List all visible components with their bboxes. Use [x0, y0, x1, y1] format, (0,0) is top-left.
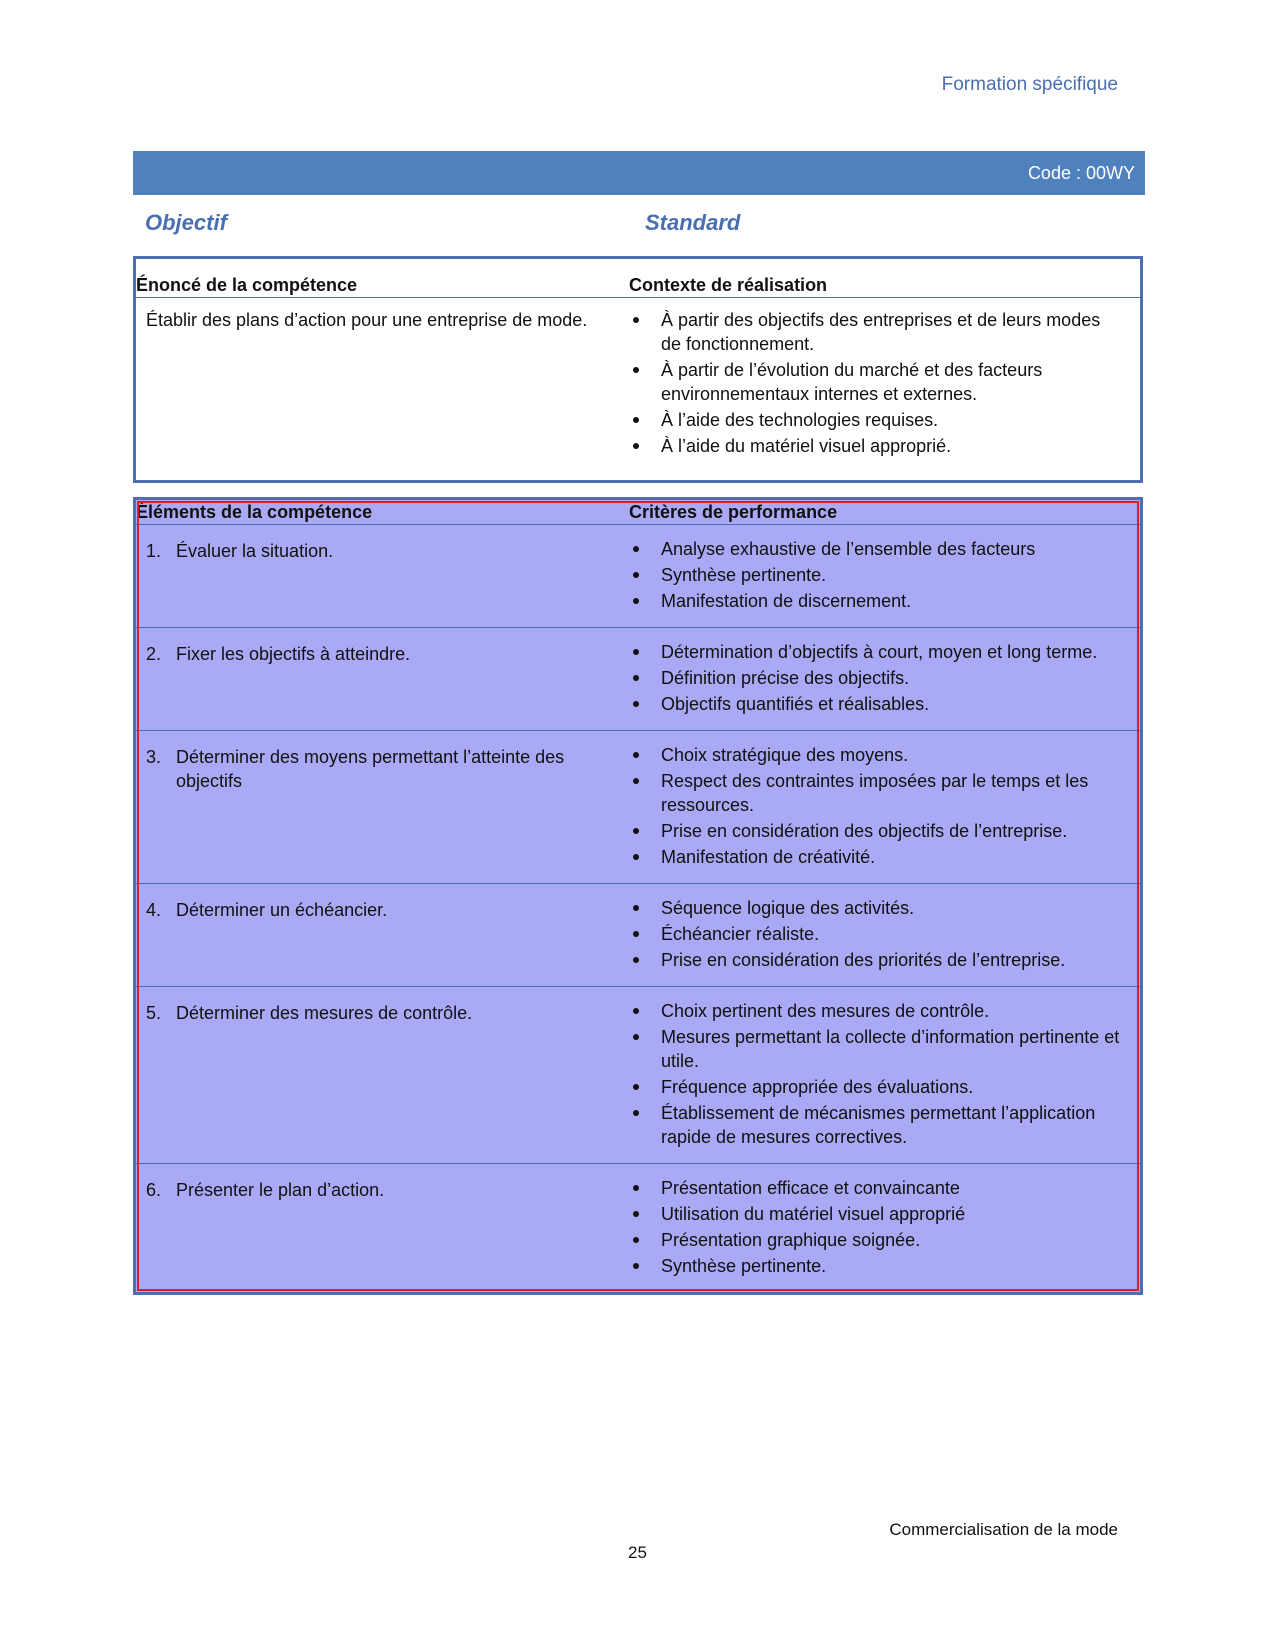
list-item: À l’aide des technologies requises. — [629, 408, 1120, 432]
competence-table — [133, 256, 1143, 483]
element-number: 1. — [146, 541, 162, 561]
element-text: Déterminer des moyens permettant l’atteinte des objectifs — [176, 747, 565, 791]
list-item: Définition précise des objectifs. — [629, 666, 1120, 690]
element-number: 3. — [146, 747, 162, 767]
list-item: Utilisation du matériel visuel approprié — [629, 1202, 1120, 1226]
list-item: Établissement de mécanismes permettant l’application rapide de mesures correctives. — [629, 1101, 1120, 1149]
context-header: Contexte de réalisation — [629, 258, 1142, 298]
elements-table — [133, 497, 1143, 1295]
list-item: Fréquence appropriée des évaluations. — [629, 1075, 1120, 1099]
element-number: 4. — [146, 900, 162, 920]
criteria-list — [629, 640, 1120, 716]
criteria-list — [629, 999, 1120, 1149]
footer-title: Commercialisation de la mode — [889, 1520, 1118, 1539]
list-item: À partir de l’évolution du marché et des facteurs environnementaux internes et externes. — [629, 358, 1120, 406]
list-item: Synthèse pertinente. — [629, 1254, 1120, 1278]
table-row — [135, 1164, 1142, 1294]
list-item: Détermination d’objectifs à court, moyen et long terme. — [629, 640, 1120, 664]
element-text: Déterminer des mesures de contrôle. — [176, 1003, 473, 1023]
list-item: Échéancier réaliste. — [629, 922, 1120, 946]
criteria-list — [629, 896, 1120, 972]
criteria-list — [629, 743, 1120, 869]
elements-header: Éléments de la compétence — [135, 499, 630, 525]
objective-heading: Objectif — [145, 210, 227, 235]
element-text: Fixer les objectifs à atteindre. — [176, 644, 411, 664]
standard-heading: Standard — [645, 210, 741, 235]
element-number: 2. — [146, 644, 162, 664]
element-text: Présenter le plan d’action. — [176, 1180, 385, 1200]
page-number: 25 — [628, 1543, 647, 1562]
section-headings — [145, 210, 1145, 240]
element-text: Déterminer un échéancier. — [176, 900, 388, 920]
element-text: Évaluer la situation. — [176, 541, 334, 561]
list-item: Présentation efficace et convaincante — [629, 1176, 1120, 1200]
list-item: Séquence logique des activités. — [629, 896, 1120, 920]
list-item: Analyse exhaustive de l’ensemble des facteurs — [629, 537, 1120, 561]
element-number: 6. — [146, 1180, 162, 1200]
competence-statement: Établir des plans d’action pour une entreprise de mode. — [146, 310, 588, 330]
table-row — [135, 525, 1142, 628]
criteria-header: Critères de performance — [629, 499, 1142, 525]
table-row — [135, 731, 1142, 884]
list-item: Synthèse pertinente. — [629, 563, 1120, 587]
list-item: Prise en considération des priorités de l’entreprise. — [629, 948, 1120, 972]
list-item: Manifestation de créativité. — [629, 845, 1120, 869]
table-row — [135, 987, 1142, 1164]
criteria-list — [629, 537, 1120, 613]
page-header: Formation spécifique — [941, 74, 1118, 95]
criteria-list — [629, 1176, 1120, 1278]
statement-header: Énoncé de la compétence — [135, 258, 630, 298]
element-number: 5. — [146, 1003, 162, 1023]
list-item: Choix stratégique des moyens. — [629, 743, 1120, 767]
list-item: Respect des contraintes imposées par le temps et les ressources. — [629, 769, 1120, 817]
list-item: Manifestation de discernement. — [629, 589, 1120, 613]
context-list — [629, 308, 1120, 458]
list-item: À l’aide du matériel visuel approprié. — [629, 434, 1120, 458]
table-row — [135, 884, 1142, 987]
list-item: Prise en considération des objectifs de l’entreprise. — [629, 819, 1120, 843]
list-item: À partir des objectifs des entreprises et de leurs modes de fonctionnement. — [629, 308, 1120, 356]
list-item: Choix pertinent des mesures de contrôle. — [629, 999, 1120, 1023]
table-row — [135, 628, 1142, 731]
list-item: Mesures permettant la collecte d’information pertinente et utile. — [629, 1025, 1120, 1073]
course-code: Code : 00WY — [1027, 163, 1135, 183]
list-item: Présentation graphique soignée. — [629, 1228, 1120, 1252]
list-item: Objectifs quantifiés et réalisables. — [629, 692, 1120, 716]
code-bar — [133, 151, 1145, 195]
